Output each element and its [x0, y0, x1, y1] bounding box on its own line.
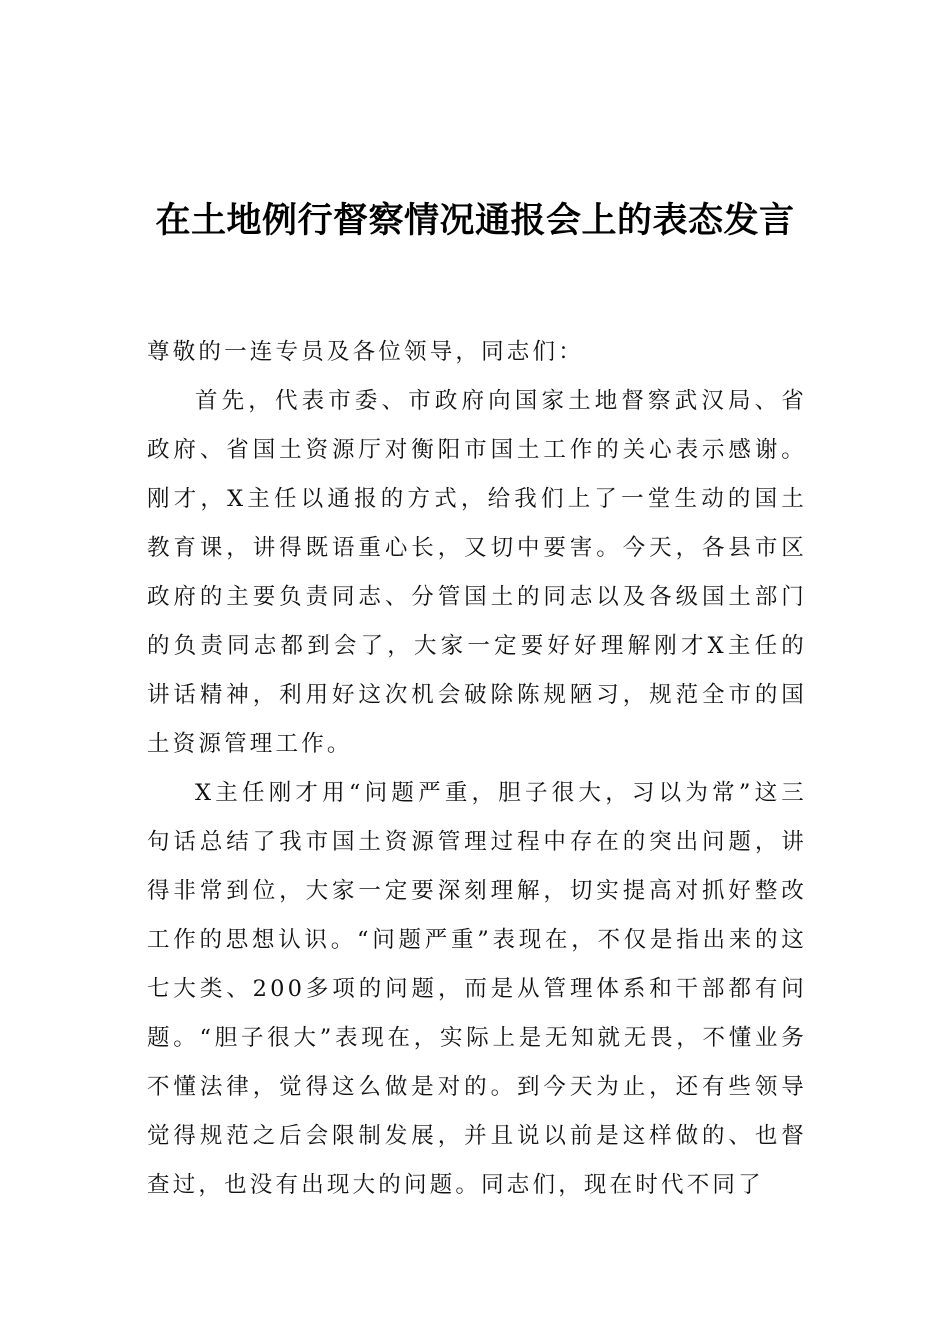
paragraph-1: 首先，代表市委、市政府向国家土地督察武汉局、省政府、省国土资源厅对衡阳市国土工作的关心表示感谢。刚才，X主任以通报的方式，给我们上了一堂生动的国土教育课，讲得既语重心长，又切中要害。今天，各县市区政府的主要负责同志、分管国土的同志以及各级国土部门的负责同志都到会了，大家一定要好好理解刚才X主任的讲话精神，利用好这次机会破除陈规陋习，规范全市的国土资源管理工作。 [147, 388, 807, 757]
document-title: 在土地例行督察情况通报会上的表态发言 [155, 200, 795, 241]
paragraph-2: X主任刚才用“问题严重，胆子很大，习以为常”这三句话总结了我市国土资源管理过程中存在的突出问题，讲得非常到位，大家一定要深刻理解，切实提高对抓好整改工作的思想认识。“问题严重”表现在，不仅是指出来的这七大类、200多项的问题，而是从管理体系和干部都有问题。“胆子很大”表现在，实际上是无知就无畏，不懂业务不懂法律，觉得这么做是对的。到今天为止，还有些领导觉得规范之后会限制发展，并且说以前是这样做的、也督查过，也没有出现大的问题。同志们，现在时代不同了 [147, 780, 807, 1198]
salutation: 尊敬的一连专员及各位领导，同志们： [147, 339, 584, 365]
document-body [147, 328, 807, 1210]
